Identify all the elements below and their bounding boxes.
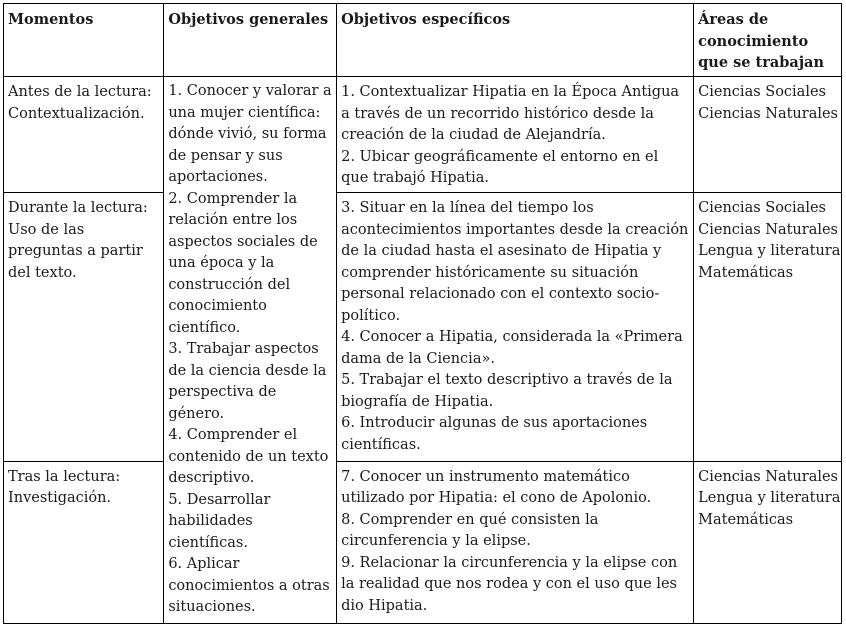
header-objetivos-generales: Objetivos generales <box>164 4 337 77</box>
general-objective: 1. Conocer y valorar a una mujer científica: dónde vivió, su forma de pensar y sus aportaciones. <box>168 83 332 186</box>
areas-cell <box>694 461 842 623</box>
area-item: Lengua y literatura <box>698 243 841 260</box>
specific-objective: 8. Comprender en qué consisten la circunferencia y la elipse. <box>341 511 599 550</box>
specific-objective: 3. Situar en la línea del tiempo los acontecimientos importantes desde la creación de la ciudad hasta el asesinato de Hipatia y comprender históricamente su situación personal relacionado con el contexto socio-político. <box>341 200 689 324</box>
general-objective: 2. Comprender la relación entre los aspectos sociales de una época y la construcción del conocimiento científico. <box>168 190 318 336</box>
specific-objective: 7. Conocer un instrumento matemático utilizado por Hipatia: el cono de Apolonio. <box>341 468 652 507</box>
specific-objective: 9. Relacionar la circunferencia y la elipse con la realidad que nos rodea y con el uso que les dio Hipatia. <box>341 554 678 614</box>
table-row <box>4 193 842 461</box>
general-objective: 4. Comprender el contenido de un texto descriptivo. <box>168 427 329 487</box>
especificos-cell <box>337 193 694 461</box>
area-item: Matemáticas <box>698 264 794 281</box>
area-item: Ciencias Naturales <box>698 468 838 485</box>
area-item: Ciencias Naturales <box>698 105 838 122</box>
general-objective: 6. Aplicar conocimientos a otras situaciones. <box>168 556 330 616</box>
general-objective: 3. Trabajar aspectos de la ciencia desde la perspectiva de género. <box>168 341 327 422</box>
objetivos-generales-cell <box>164 77 337 624</box>
area-item: Ciencias Sociales <box>698 84 826 101</box>
objectives-table <box>3 3 842 624</box>
momento-cell: Antes de la lectura: Contextualización. <box>4 77 164 193</box>
header-momentos: Momentos <box>4 4 164 77</box>
specific-objective: 4. Conocer a Hipatia, considerada la «Primera dama de la Ciencia». <box>341 329 683 367</box>
general-objective: 5. Desarrollar habilidades científicas. <box>168 491 271 551</box>
table-row <box>4 77 842 193</box>
table-row <box>4 461 842 623</box>
header-areas: Áreas de conocimiento que se trabajan <box>694 4 842 77</box>
especificos-cell <box>337 461 694 623</box>
specific-objective: 1. Contextualizar Hipatia en la Época Antigua a través de un recorrido histórico desde la creación de la ciudad de Alejandría. <box>341 84 680 144</box>
area-item: Matemáticas <box>698 511 794 528</box>
header-objetivos-especificos: Objetivos específicos <box>337 4 694 77</box>
area-item: Ciencias Naturales <box>698 221 838 238</box>
area-item: Lengua y literatura <box>698 490 841 507</box>
areas-cell <box>694 193 842 461</box>
header-row <box>4 4 842 77</box>
specific-objective: 6. Introducir algunas de sus aportaciones científicas. <box>341 415 648 453</box>
especificos-cell <box>337 77 694 193</box>
momento-cell: Tras la lectura: Investigación. <box>4 461 164 623</box>
specific-objective: 5. Trabajar el texto descriptivo a través de la biografía de Hipatia. <box>341 372 673 410</box>
specific-objective: 2. Ubicar geográficamente el entorno en el que trabajó Hipatia. <box>341 148 659 187</box>
area-item: Ciencias Sociales <box>698 200 826 217</box>
areas-cell <box>694 77 842 193</box>
momento-cell: Durante la lectura: Uso de las preguntas a partir del texto. <box>4 193 164 461</box>
